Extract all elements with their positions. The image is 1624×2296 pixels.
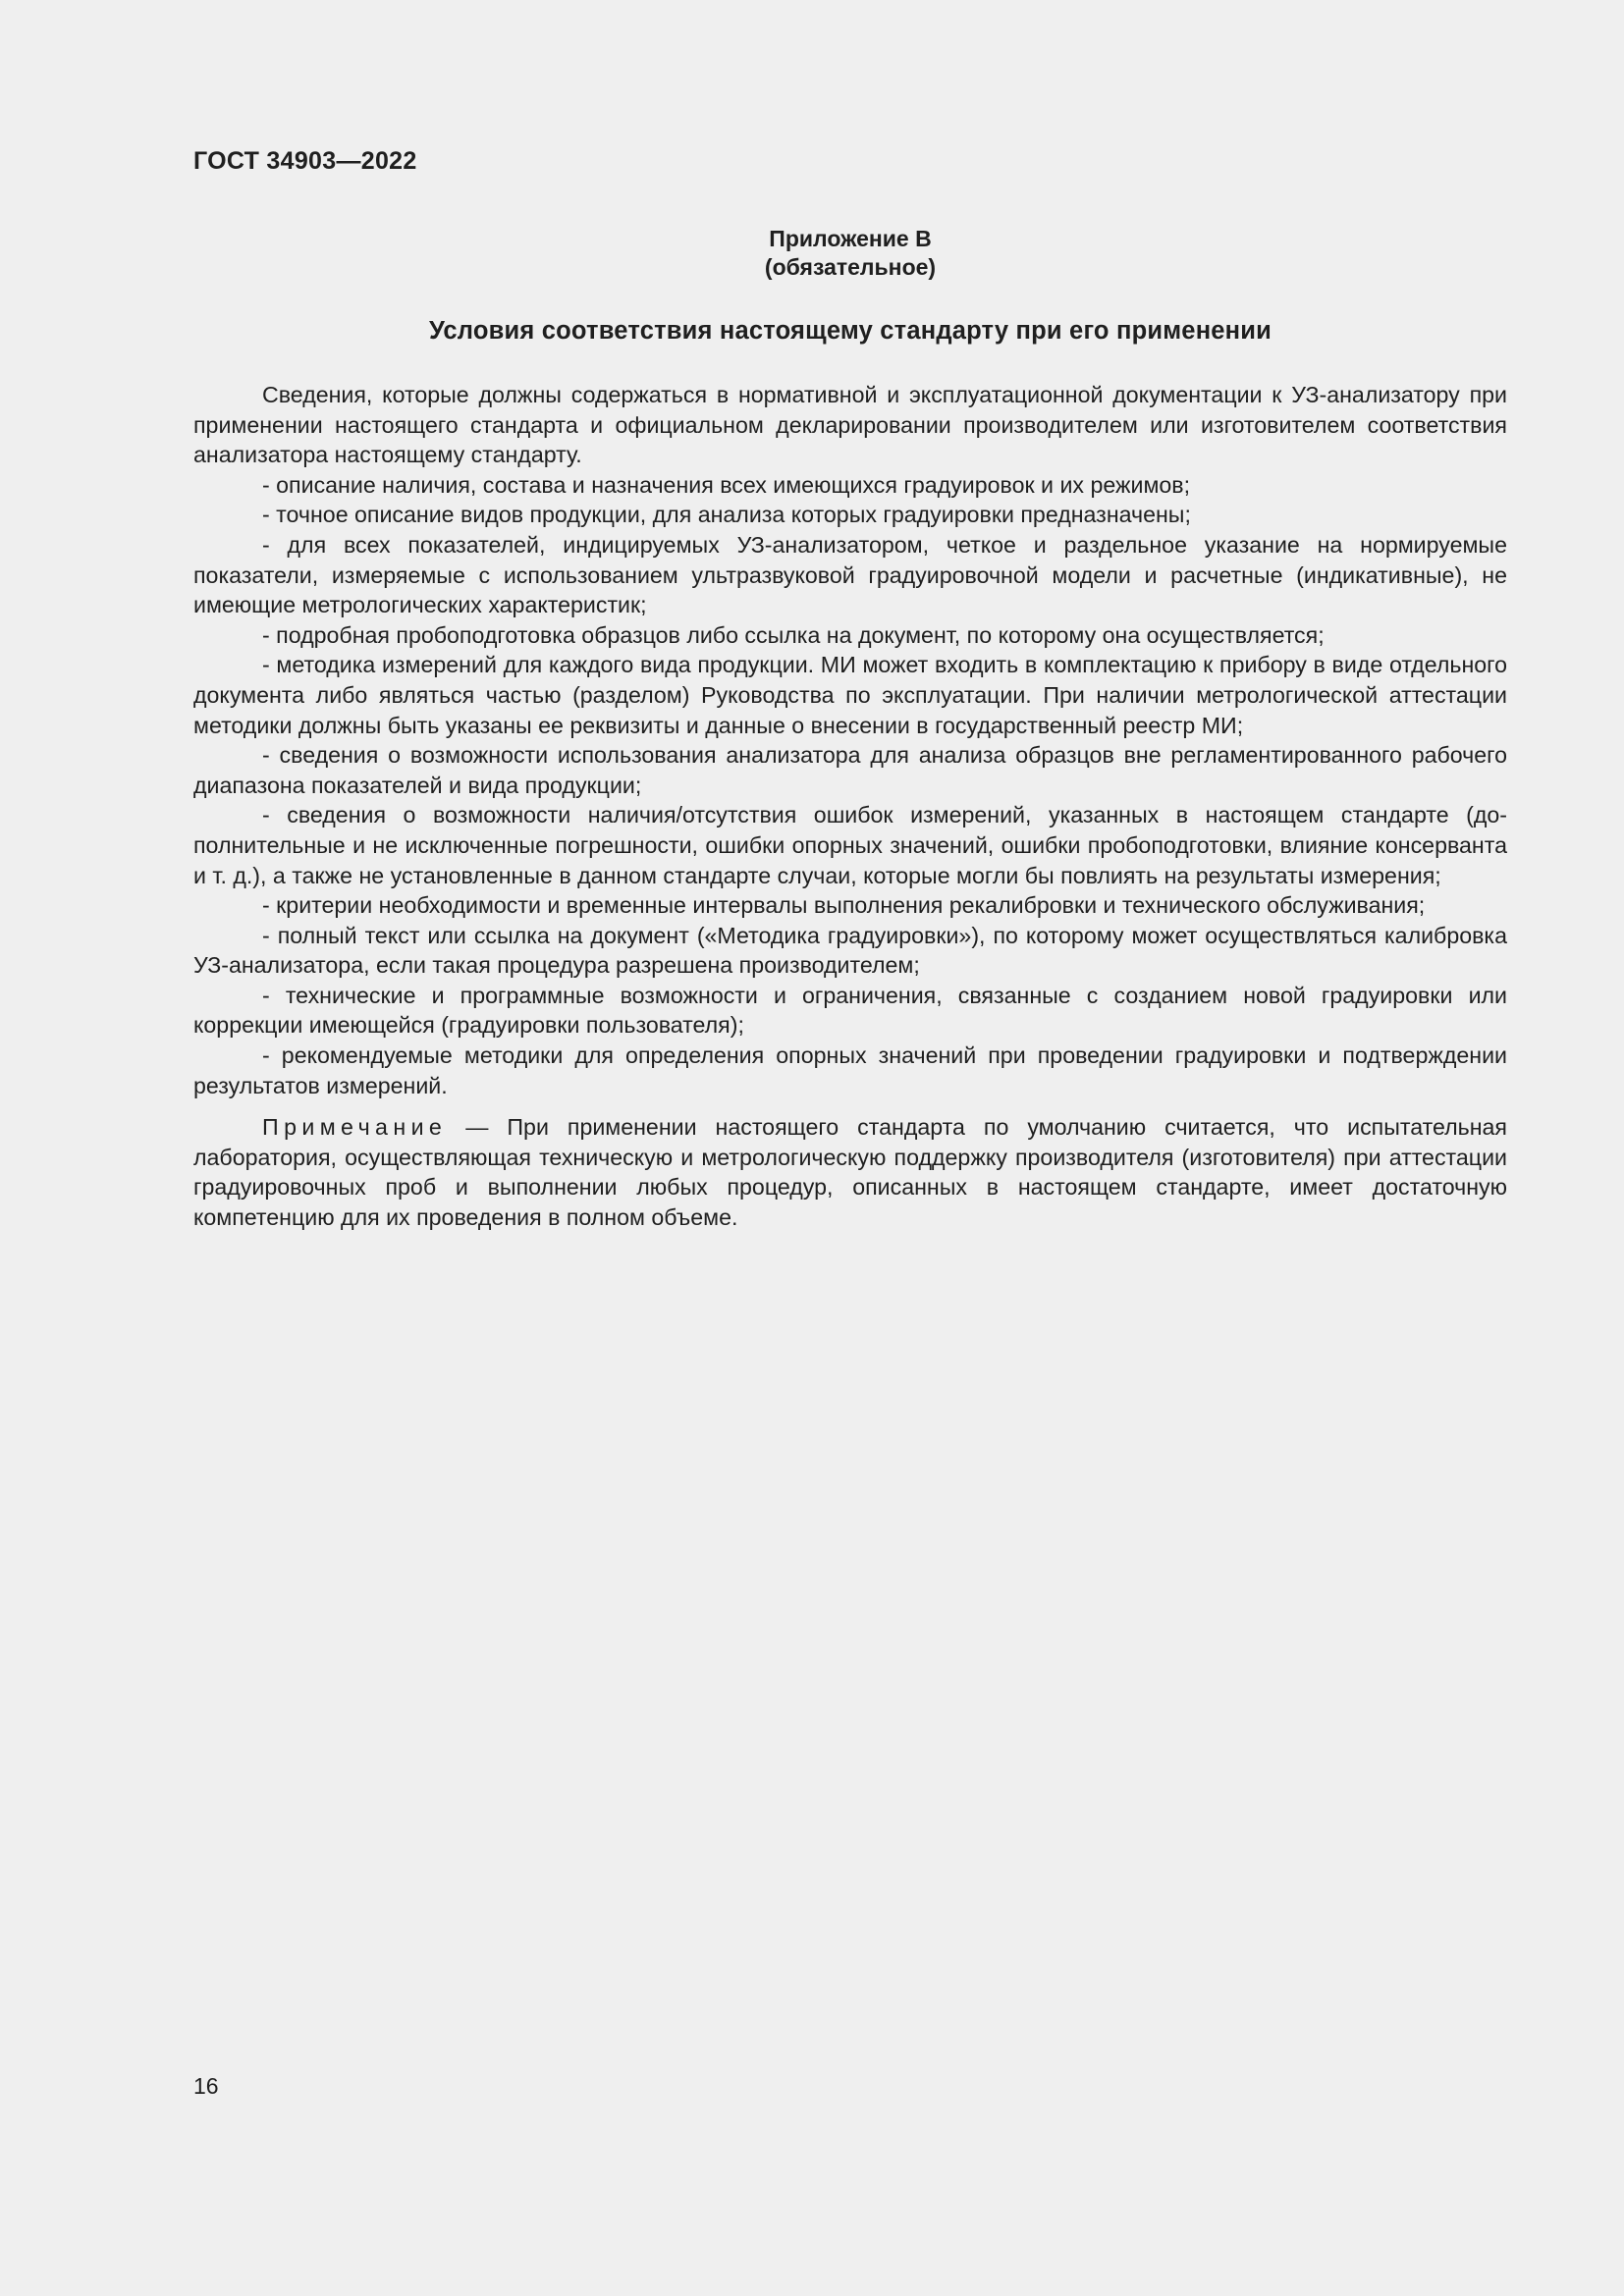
section-title: Условия соответствия настоящему стандарту при его применении — [428, 317, 1272, 345]
document-code: ГОСТ 34903—2022 — [193, 147, 417, 175]
list-item: - подробная пробоподготовка образцов либо ссылка на документ, по которому она осуществляется; — [262, 621, 1325, 648]
list-item: - описание наличия, состава и назначения всех имеющихся градуировок и их режимов; — [262, 471, 1191, 498]
page-number: 16 — [193, 2073, 219, 2099]
list-item: - полный текст или ссылка на документ («Методика градуировки»), по которому может осуществляться калибровка УЗ-анализатора, если такая процедура разрешена производителем; — [193, 922, 1507, 979]
list-item: - методика измерений для каждого вида продукции. МИ может входить в комплектацию к прибору в виде отдельного документа либо являться частью (разделом) Руководства по эксплуатации. При наличии метрологической аттестации методики должны быть указаны ее реквизиты и данные о внесении в государственный реестр МИ; — [193, 652, 1507, 738]
list-item: - технические и программные возможности и ограничения, связанные с созданием новой градуировки или коррекции имеющейся (градуировки пользователя); — [193, 982, 1507, 1039]
note-label: Примечание — [262, 1114, 448, 1141]
note-paragraph — [193, 1112, 1507, 1232]
list-item: - точное описание видов продукции, для анализа которых градуировки предназначены; — [262, 502, 1191, 528]
list-item: - сведения о возможности использования анализатора для анализа образцов вне регламентированного рабочего диапазона показателей и вида продукции; — [193, 742, 1507, 798]
document-body — [193, 380, 1507, 1233]
appendix-label: Приложение В — [769, 226, 932, 251]
list-item: - сведения о возможности наличия/отсутствия ошибок измерений, указанных в настоящем стандарте (дополнительные и не исключенные погрешности, ошибки опорных значений, ошибки пробоподготовки, влияние консерванта и т. д.), а также не установленные в данном стандарте случаи, которые могли бы повлиять на результаты измерения; — [193, 802, 1507, 888]
appendix-heading — [193, 225, 1507, 282]
appendix-status: (обязательное) — [764, 254, 937, 280]
intro-paragraph: Сведения, которые должны содержаться в нормативной и эксплуатационной документации к УЗ-анализатору при применении настоящего стандарта и официальном декларировании производителем или изготовителем соответствия анализатора настоящему стандарту. — [193, 382, 1507, 468]
list-item: - рекомендуемые методики для определения опорных значений при проведении градуировки и подтверждении результатов измерений. — [193, 1042, 1507, 1098]
list-item: - критерии необходимости и временные интервалы выполнения рекалибровки и технического обслуживания; — [262, 892, 1426, 919]
list-item: - для всех показателей, индицируемых УЗ-анализатором, четкое и раздельное указание на нормируемые показатели, измеряемые с использованием ультразвуковой градуировочной модели и расчетные (индикативные), не имеющие метрологических характеристик; — [193, 531, 1507, 618]
note-text: — При применении настоящего стандарта по умолчанию считается, что испытательная лаборатория, осуществляющая техническую и метрологическую поддержку производителя (изготовителя) при аттестации градуировочных проб и выполнении любых процедур, описанных в настоящем стандарте, имеет достаточную компетенцию для их проведения в полном объеме. — [193, 1114, 1507, 1231]
